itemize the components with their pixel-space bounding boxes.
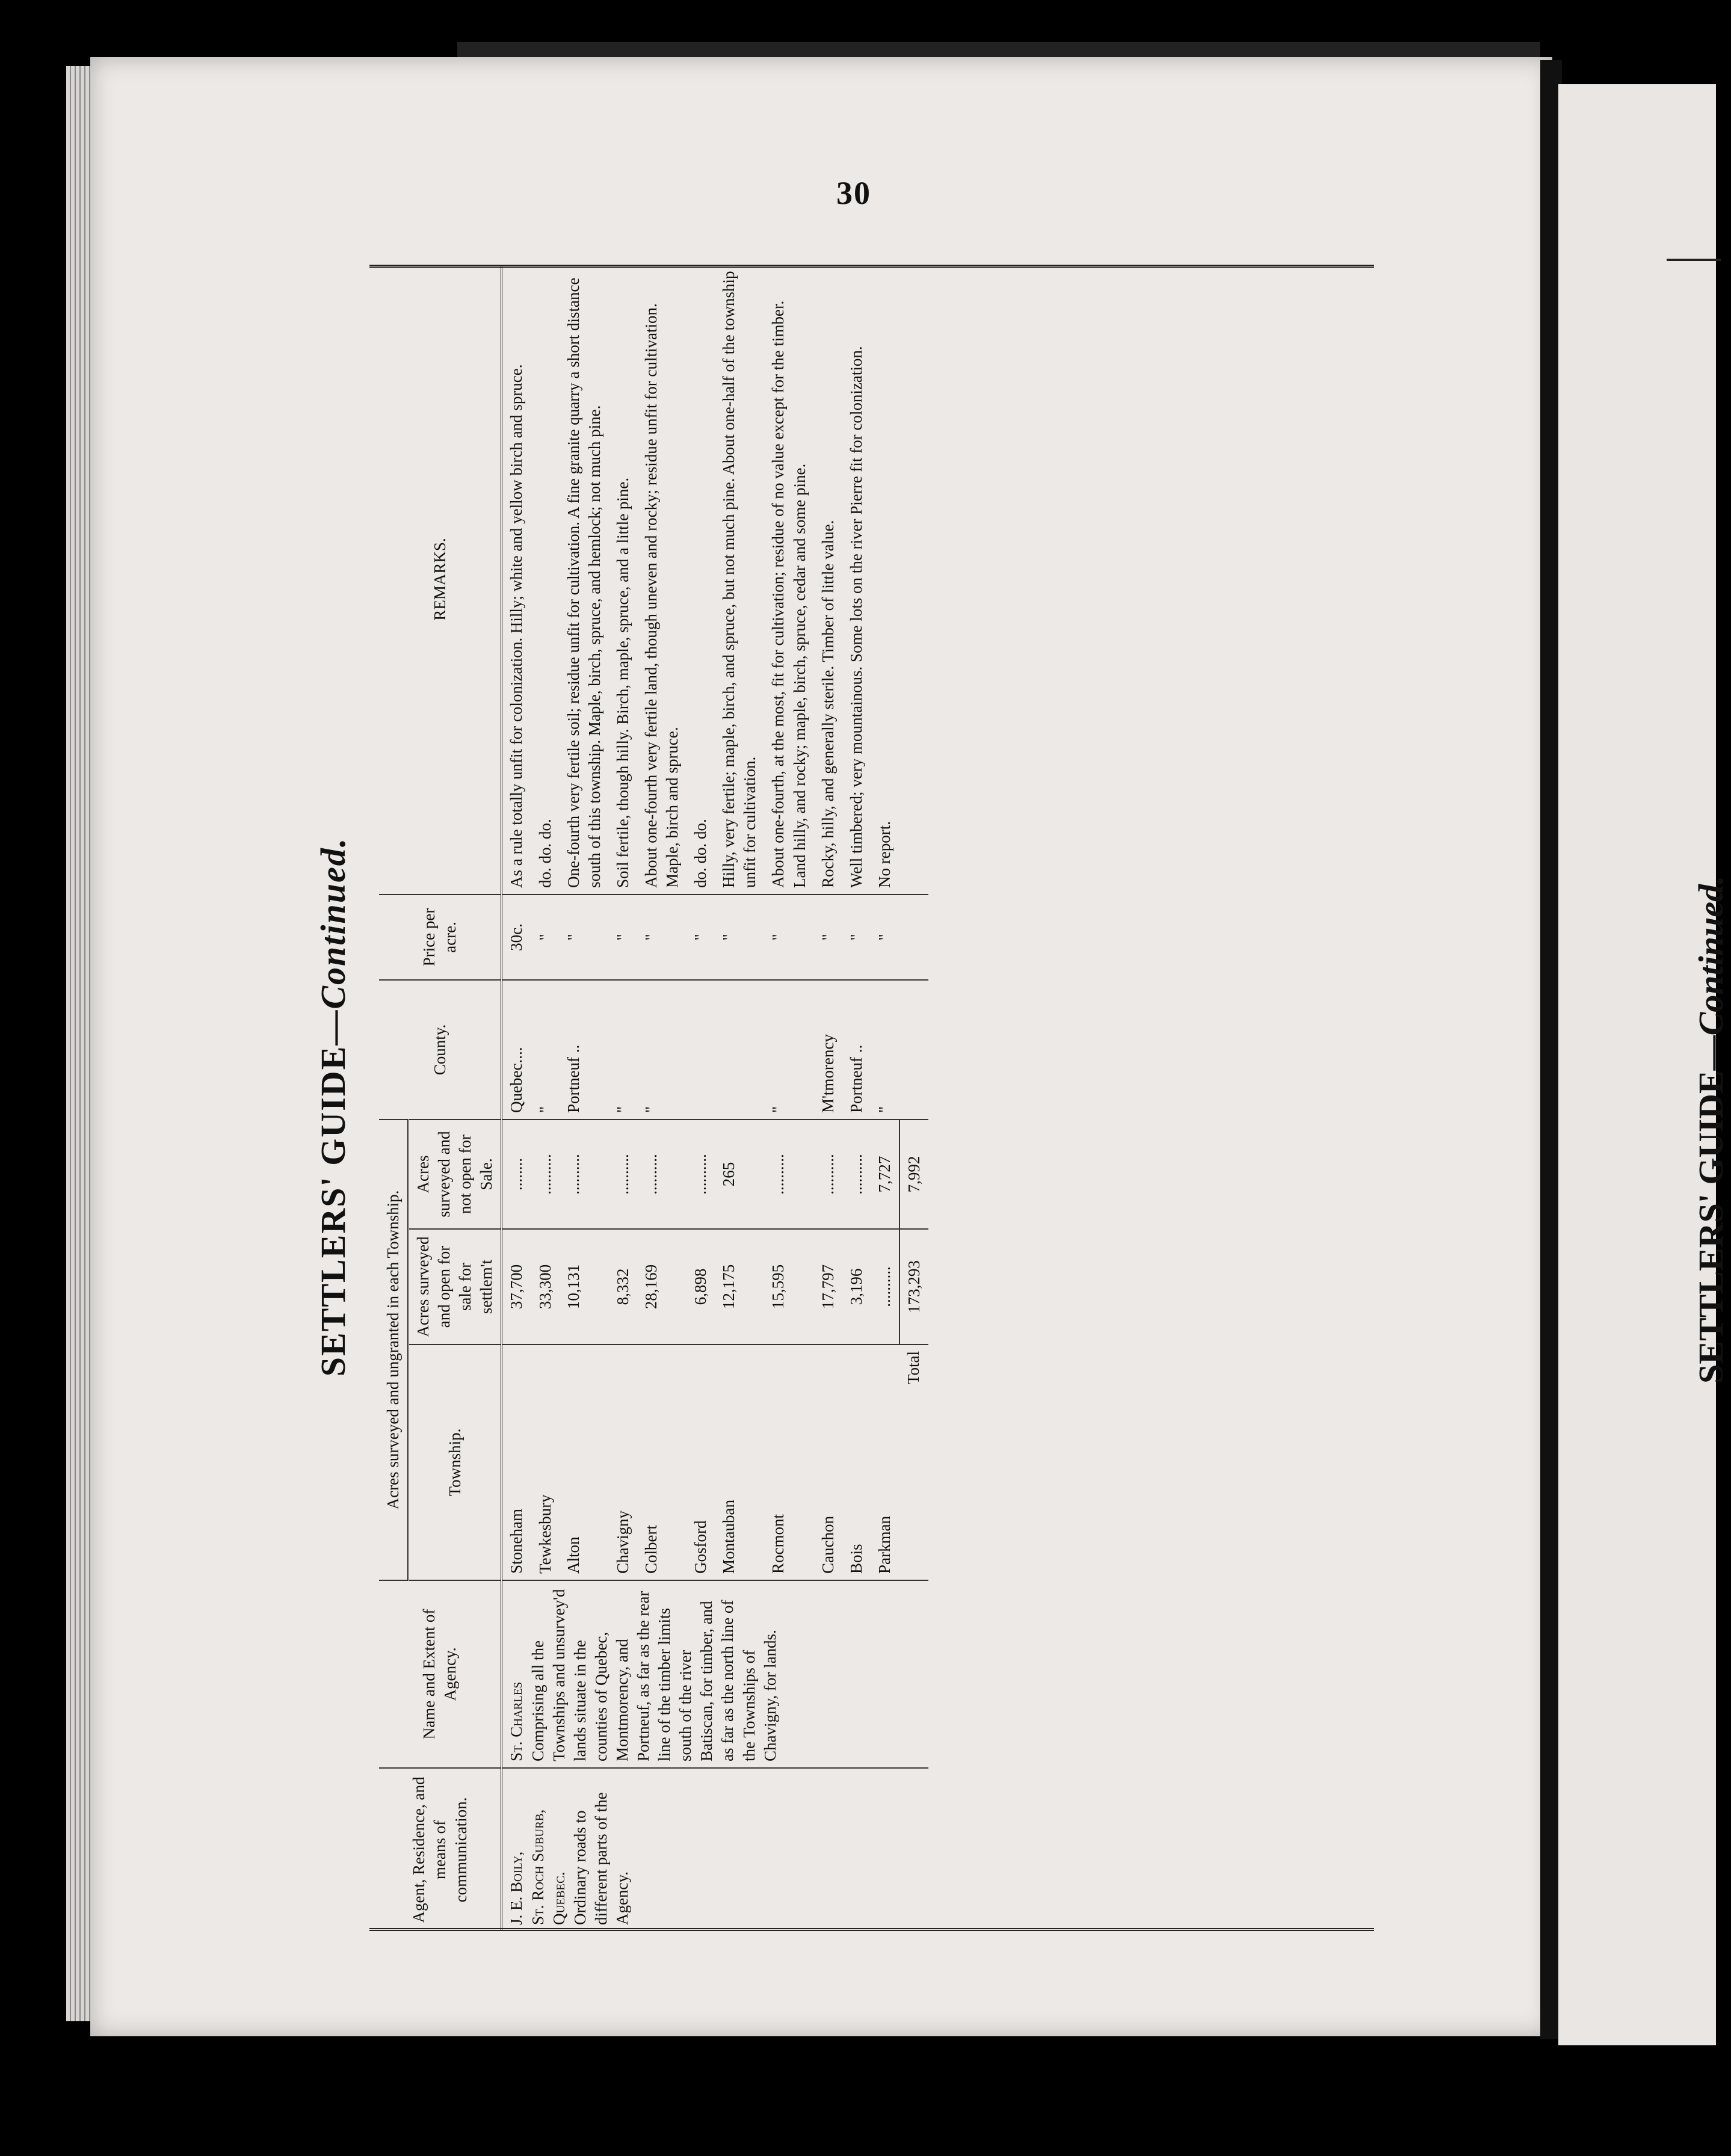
open-cell: .......... — [871, 1229, 899, 1344]
agency-extent: Comprising all the Townships and unsurvey'd lands situate in the counties of Quebec, Montmorency, and Portneuf, as far as the rear line of the timber limits south of the river Batiscan, for timber, and as far as the north line of the Townships of Chavigny, for lands. — [528, 1589, 779, 1761]
remarks-cell: do. do. do. — [535, 819, 554, 888]
remarks-cell: Hilly, very fertile; maple, birch, and spruce, but not much pine. About one-half of the township unfit for cultivation. — [720, 271, 759, 888]
county-cell: " — [637, 980, 687, 1120]
totals-remarks-empty — [899, 265, 928, 895]
open-cell: 6,898 — [687, 1229, 715, 1344]
county-cell: " — [609, 980, 637, 1120]
open-cell: 15,595 — [764, 1229, 813, 1344]
price-cell: " — [637, 895, 687, 980]
township-cell: Tewkesbury — [531, 1344, 560, 1580]
table-body — [502, 265, 928, 1931]
county-cell: Portneuf .. — [842, 980, 871, 1120]
open-cell: 12,175 — [715, 1229, 764, 1344]
remarks-cell: About one-fourth very fertile land, though uneven and rocky; residue unfit for cultivation. Maple, birch and spruce. — [641, 303, 682, 888]
agent-communication: Ordinary roads to different parts of the Agency. — [570, 1792, 631, 1925]
right-page-rule — [1667, 259, 1721, 261]
totals-price-empty — [899, 895, 928, 980]
price-cell: " — [871, 895, 899, 980]
not-open-cell: .......... — [687, 1120, 715, 1229]
open-cell: 10,131 — [560, 1229, 609, 1344]
county-cell: " — [871, 980, 899, 1120]
header-acres-open: Acres surveyed and open for sale for settlem't — [409, 1229, 502, 1344]
header-agent: Agent, Residence, and means of communication. — [379, 1768, 502, 1931]
header-agency-name: Name and Extent of Agency. — [379, 1580, 502, 1768]
county-cell: Portneuf .. — [560, 980, 609, 1120]
county-cell: M'tmorency — [814, 980, 842, 1120]
header-acres-group: Acres surveyed and ungranted in each Township. — [379, 1120, 409, 1580]
not-open-cell: .......... — [637, 1120, 687, 1229]
title-suffix: Continued. — [313, 837, 353, 1009]
price-cell: " — [531, 895, 560, 980]
price-cell: " — [609, 895, 637, 980]
agent-cell — [502, 1768, 928, 1931]
township-cell: Montauban — [715, 1344, 764, 1580]
remarks-cell: Soil fertile, though hilly. Birch, maple, spruce, and a little pine. — [613, 477, 632, 888]
price-cell: 30c. — [502, 895, 531, 980]
not-open-cell: 265 — [715, 1120, 764, 1229]
not-open-cell: .......... — [764, 1120, 813, 1229]
price-cell: " — [842, 895, 871, 980]
township-cell: Colbert — [637, 1344, 687, 1580]
remarks-cell: As a rule totally unfit for colonization. Hilly; white and yellow birch and spruce. — [507, 364, 526, 888]
agency-name: St. Charles — [507, 1681, 526, 1761]
totals-county-empty — [899, 980, 928, 1120]
remarks-cell: No report. — [875, 821, 893, 888]
totals-not-open: 7,992 — [899, 1120, 928, 1229]
not-open-cell: ........ — [502, 1120, 531, 1229]
page-title — [313, 265, 353, 1949]
not-open-cell: .......... — [814, 1120, 842, 1229]
agent-name: J. E. Boily, — [507, 1851, 526, 1925]
right-title-suffix: Continued. — [1691, 875, 1730, 1036]
township-cell: Cauchon — [814, 1344, 842, 1580]
open-cell: 8,332 — [609, 1229, 637, 1344]
agent-residence: St. Roch Suburb, Quebec. — [528, 1809, 568, 1925]
township-cell: Stoneham — [502, 1344, 531, 1580]
header-county: County. — [379, 980, 502, 1120]
open-cell: 17,797 — [814, 1229, 842, 1344]
county-cell: " — [764, 980, 813, 1120]
price-cell: " — [560, 895, 609, 980]
remarks-cell: do. do. do. — [691, 819, 710, 888]
settlers-guide-table — [379, 265, 928, 1931]
township-cell: Parkman — [871, 1344, 899, 1580]
county-cell: Quebec.... — [502, 980, 531, 1120]
right-page-title — [1691, 875, 1731, 1384]
header-acres-not-open: Acres surveyed and not open for Sale. — [409, 1120, 502, 1229]
header-price: Price per acre. — [379, 895, 502, 980]
county-cell — [715, 980, 764, 1120]
remarks-cell: Well timbered; very mountainous. Some lots on the river Pierre fit for colonization. — [847, 346, 865, 888]
remarks-cell: Rocky, hilly, and generally sterile. Timber of little value. — [818, 520, 837, 888]
open-cell: 37,700 — [502, 1229, 531, 1344]
not-open-cell: .......... — [842, 1120, 871, 1229]
totals-open: 173,293 — [899, 1229, 928, 1344]
price-cell: " — [687, 895, 715, 980]
header-remarks: REMARKS. — [379, 265, 502, 895]
not-open-cell: .......... — [609, 1120, 637, 1229]
township-cell: Gosford — [687, 1344, 715, 1580]
not-open-cell: 7,727 — [871, 1120, 899, 1229]
open-cell: 3,196 — [842, 1229, 871, 1344]
county-cell — [687, 980, 715, 1120]
not-open-cell: .......... — [531, 1120, 560, 1229]
township-cell: Bois — [842, 1344, 871, 1580]
price-cell: " — [715, 895, 764, 980]
remarks-cell: One-fourth very fertile soil; residue unfit for cultivation. A fine granite quarry a short distance south of this township. Maple, birch, spruce, and hemlock; not much pine. — [564, 277, 603, 888]
open-cell: 33,300 — [531, 1229, 560, 1344]
title-text: SETTLERS' GUIDE— — [313, 1009, 353, 1377]
agency-cell — [502, 1580, 928, 1768]
rotated-table-block — [313, 265, 1396, 1949]
not-open-cell: .......... — [560, 1120, 609, 1229]
price-cell: " — [764, 895, 813, 980]
township-cell: Chavigny — [609, 1344, 637, 1580]
open-cell: 28,169 — [637, 1229, 687, 1344]
totals-label: Total — [899, 1344, 928, 1580]
township-cell: Rocmont — [764, 1344, 813, 1580]
header-township: Township. — [409, 1344, 502, 1580]
remarks-cell: About one-fourth, at the most, fit for cultivation; residue of no value except for the timber. Land hilly, and rocky; maple, birch, spruce, cedar and some pine. — [769, 300, 809, 888]
table-row — [502, 265, 531, 1931]
township-cell: Alton — [560, 1344, 609, 1580]
page-number: 30 — [836, 175, 871, 211]
price-cell: " — [814, 895, 842, 980]
county-cell: " — [531, 980, 560, 1120]
right-title-text: SETTLERS' GUIDE— — [1691, 1035, 1730, 1384]
